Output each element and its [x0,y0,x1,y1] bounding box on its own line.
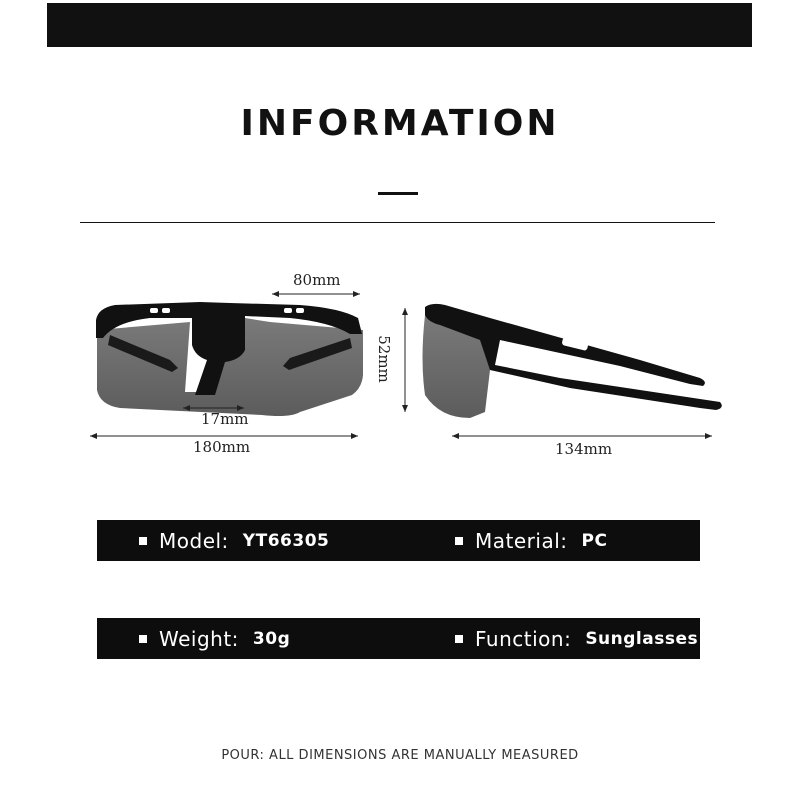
spec-label: Model: [159,528,229,553]
spec-bar-1 [97,520,700,561]
bridge-width-label: 17mm [201,410,249,428]
frame-width-label: 180mm [193,438,251,456]
bullet-icon [455,635,463,643]
lens-width-label: 80mm [293,271,341,289]
page-title: INFORMATION [240,103,560,144]
spec-label: Function: [475,626,572,651]
bullet-icon [139,537,147,545]
spec-model [139,520,329,561]
spec-weight [139,618,290,659]
spec-label: Weight: [159,626,239,651]
temple-length-label: 134mm [555,440,613,458]
spec-value: PC [581,530,608,551]
side-view-glasses [423,304,722,418]
front-view-glasses [96,302,363,416]
measurement-footnote: POUR: ALL DIMENSIONS ARE MANUALLY MEASURED [221,748,579,763]
bullet-icon [139,635,147,643]
spec-value: YT66305 [242,530,330,551]
spec-value: Sunglasses [585,628,699,649]
bullet-icon [455,537,463,545]
spec-bar-2 [97,618,700,659]
spec-function [455,618,698,659]
spec-material [455,520,607,561]
spec-label: Material: [475,528,568,553]
lens-height-label: 52mm [374,335,393,383]
spec-value: 30g [252,628,291,649]
